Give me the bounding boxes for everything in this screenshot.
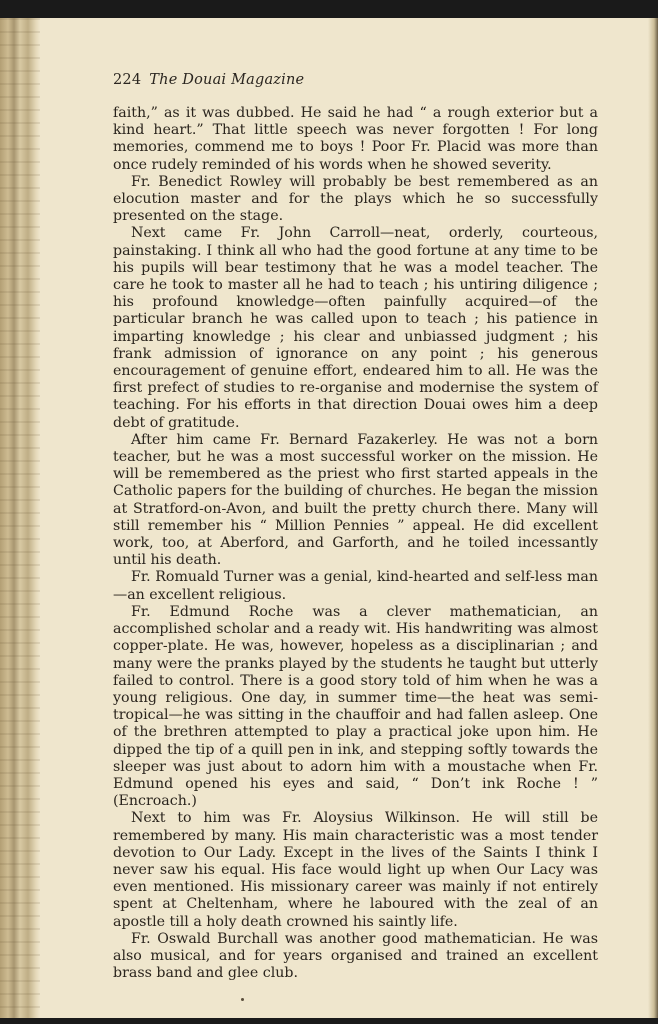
body-text <box>113 105 598 982</box>
footer-mark <box>241 998 244 1001</box>
running-header <box>113 72 304 88</box>
paragraph: Fr. Oswald Burchall was another good mathematician. He was also musical, and for years organised and trained an excellent brass band and glee club. <box>113 930 598 982</box>
page-edge <box>648 18 658 1018</box>
paragraph: After him came Fr. Bernard Fazakerley. He was not a born teacher, but he was a most successful worker on the mission. He will be remembered as the priest who first started appeals in the Catholic papers for the building of churches. He began the mission at Stratford-on-Avon, and built the pretty church there. Many will still remember his “ Million Pennies ” appeal. He did excellent work, too, at Aberford, and Garforth, and he toiled incessantly until his death. <box>113 431 598 569</box>
magazine-title: The Douai Magazine <box>149 72 305 88</box>
paragraph: Fr. Edmund Roche was a clever mathematician, an accomplished scholar and a ready wit. His handwriting was almost copper-plate. He was, however, hopeless as a disciplinarian ; and many were the pranks played by the students he taught but utterly failed to control. There is a good story told of him when he was a young religious. One day, in summer time—the heat was semi-tropical—he was sitting in the chauffoir and had fallen asleep. One of the brethren attempted to play a practical joke upon him. He dipped the tip of a quill pen in ink, and stepping softly towards the sleeper was just about to adorn him with a moustache when Fr. Edmund opened his eyes and said, “ Don’t ink Roche ! ” (Encroach.) <box>113 603 598 810</box>
book-page <box>0 18 658 1018</box>
page-number: 224 <box>113 72 142 88</box>
paragraph: Next came Fr. John Carroll—neat, orderly, courteous, painstaking. I think all who had the good fortune at any time to be his pupils will bear testimony that he was a model teacher. The care he took to master all he had to teach ; his untiring diligence ; his profound knowledge—often painfully acquired—of the particular branch he was called upon to teach ; his patience in imparting knowledge ; his clear and unbiassed judgment ; his frank admission of ignorance on any point ; his generous encouragement of genuine effort, endeared him to all. He was the first prefect of studies to re-organise and modernise the system of teaching. For his efforts in that direction Douai owes him a deep debt of gratitude. <box>113 225 598 431</box>
paragraph: Fr. Benedict Rowley will probably be best remembered as an elocution master and for the plays which he so successfully presented on the stage. <box>113 173 598 225</box>
paragraph: faith,” as it was dubbed. He said he had “ a rough exterior but a kind heart.” That little speech was never forgotten ! For long memories, commend me to boys ! Poor Fr. Placid was more than once rudely reminded of his words when he showed severity. <box>113 105 598 173</box>
paragraph: Fr. Romuald Turner was a genial, kind-hearted and self-less man—an excellent religious. <box>113 569 598 603</box>
paragraph: Next to him was Fr. Aloysius Wilkinson. He will still be remembered by many. His main characteristic was a most tender devotion to Our Lady. Except in the lives of the Saints I think I never saw his equal. His face would light up when Our Lacy was even mentioned. His missionary career was mainly if not entirely spent at Cheltenham, where he laboured with the zeal of an apostle till a holy death crowned his saintly life. <box>113 810 598 930</box>
book-spine <box>0 18 40 1018</box>
